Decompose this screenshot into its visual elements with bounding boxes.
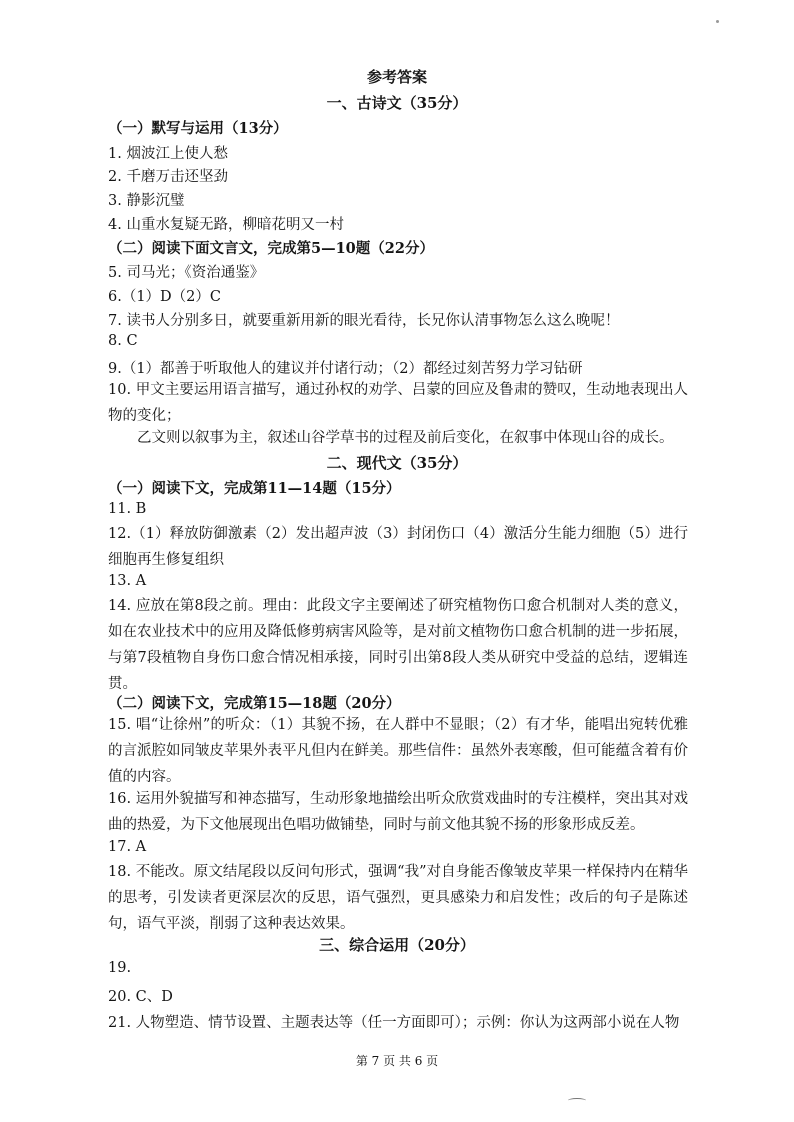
page-title: 参考答案 (366, 68, 427, 86)
answer-4: 4. 山重水复疑无路，柳暗花明又一村 (108, 217, 344, 233)
page-footer: 第 7 页 共 6 页 (355, 1054, 439, 1068)
answer-14: 14. 应放在第8段之前。理由：此段文字主要阐述了研究植物伤口愈合机制对人类的意义，如在农业技术中的应用及降低修剪病害风险等，是对前文植物伤口愈合机制的进一步拓展，与第7段植物自身伤口愈合情况相承接，同时引出第8段人类从研究中受益的总结，逻辑连贯。 (108, 598, 688, 692)
answer-19: 19. (108, 960, 132, 976)
answer-10: 10. 甲文主要运用语言描写，通过孙权的劝学、吕蒙的回应及鲁肃的赞叹，生动地表现出人物的变化； (108, 382, 688, 424)
answer-7: 7. 读书人分别多日，就要重新用新的眼光看待，长兄你认清事物怎么这么晚呢！ (108, 313, 620, 329)
scan-speck (716, 20, 719, 23)
section-heading-comprehensive: 三、综合运用（20分） (319, 936, 475, 954)
subheading-modern-reading-1: （一）阅读下文，完成第11—14题（15分） (108, 480, 401, 497)
answer-11: 11. B (108, 501, 147, 517)
answer-8: 8. C (108, 333, 138, 349)
subheading-modern-reading-2: （二）阅读下文，完成第15—18题（20分） (108, 695, 401, 712)
answer-13: 13. A (108, 573, 147, 589)
answer-21: 21. 人物塑造、情节设置、主题表达等（任一方面即可）；示例：你认为这两部小说在人物 (108, 1015, 680, 1031)
subheading-dictation: （一）默写与运用（13分） (108, 120, 288, 137)
section-heading-modern: 二、现代文（35分） (326, 454, 468, 472)
answer-10-continued: 乙文则以叙事为主，叙述山谷学草书的过程及前后变化，在叙事中体现山谷的成长。 (137, 430, 674, 446)
answer-3: 3. 静影沉璧 (108, 193, 185, 209)
answer-9: 9.（1）都善于听取他人的建议并付诸行动；（2）都经过刻苦努力学习钻研 (108, 361, 583, 377)
section-heading-classical: 一、古诗文（35分） (326, 94, 468, 112)
answer-15: 15. 唱“让徐州”的听众：（1）其貌不扬，在人群中不显眼；（2）有才华，能唱出宛转优雅的言派腔如同皱皮苹果外表平凡但内在鲜美。那些信件：虽然外表寒酸，但可能蕴含着有价值的内容。 (108, 717, 688, 785)
answer-1: 1. 烟波江上使人愁 (108, 146, 228, 162)
answer-17: 17. A (108, 839, 147, 855)
answer-5: 5. 司马光；《资治通鉴》 (108, 265, 265, 281)
answer-20: 20. C、D (108, 989, 173, 1005)
answer-18: 18. 不能改。原文结尾段以反问句形式，强调“我”对自身能否像皱皮苹果一样保持内在精华的思考，引发读者更深层次的反思，语气强烈，更具感染力和启发性；改后的句子是陈述句，语气平淡，削弱了这种表达效果。 (108, 864, 688, 932)
subheading-classical-reading: （二）阅读下面文言文，完成第5—10题（22分） (108, 240, 434, 257)
answer-16: 16. 运用外貌描写和神态描写，生动形象地描绘出听众欣赏戏曲时的专注模样，突出其对戏曲的热爱，为下文他展现出色唱功做铺垫，同时与前文他其貌不扬的形象形成反差。 (108, 791, 688, 833)
answer-12: 12.（1）释放防御激素（2）发出超声波（3）封闭伤口（4）激活分生能力细胞（5）进行细胞再生修复组织 (108, 526, 688, 568)
answer-2: 2. 千磨万击还坚劲 (108, 169, 228, 185)
scan-mark (568, 1098, 586, 1103)
answer-6: 6.（1）D（2）C (108, 289, 222, 305)
